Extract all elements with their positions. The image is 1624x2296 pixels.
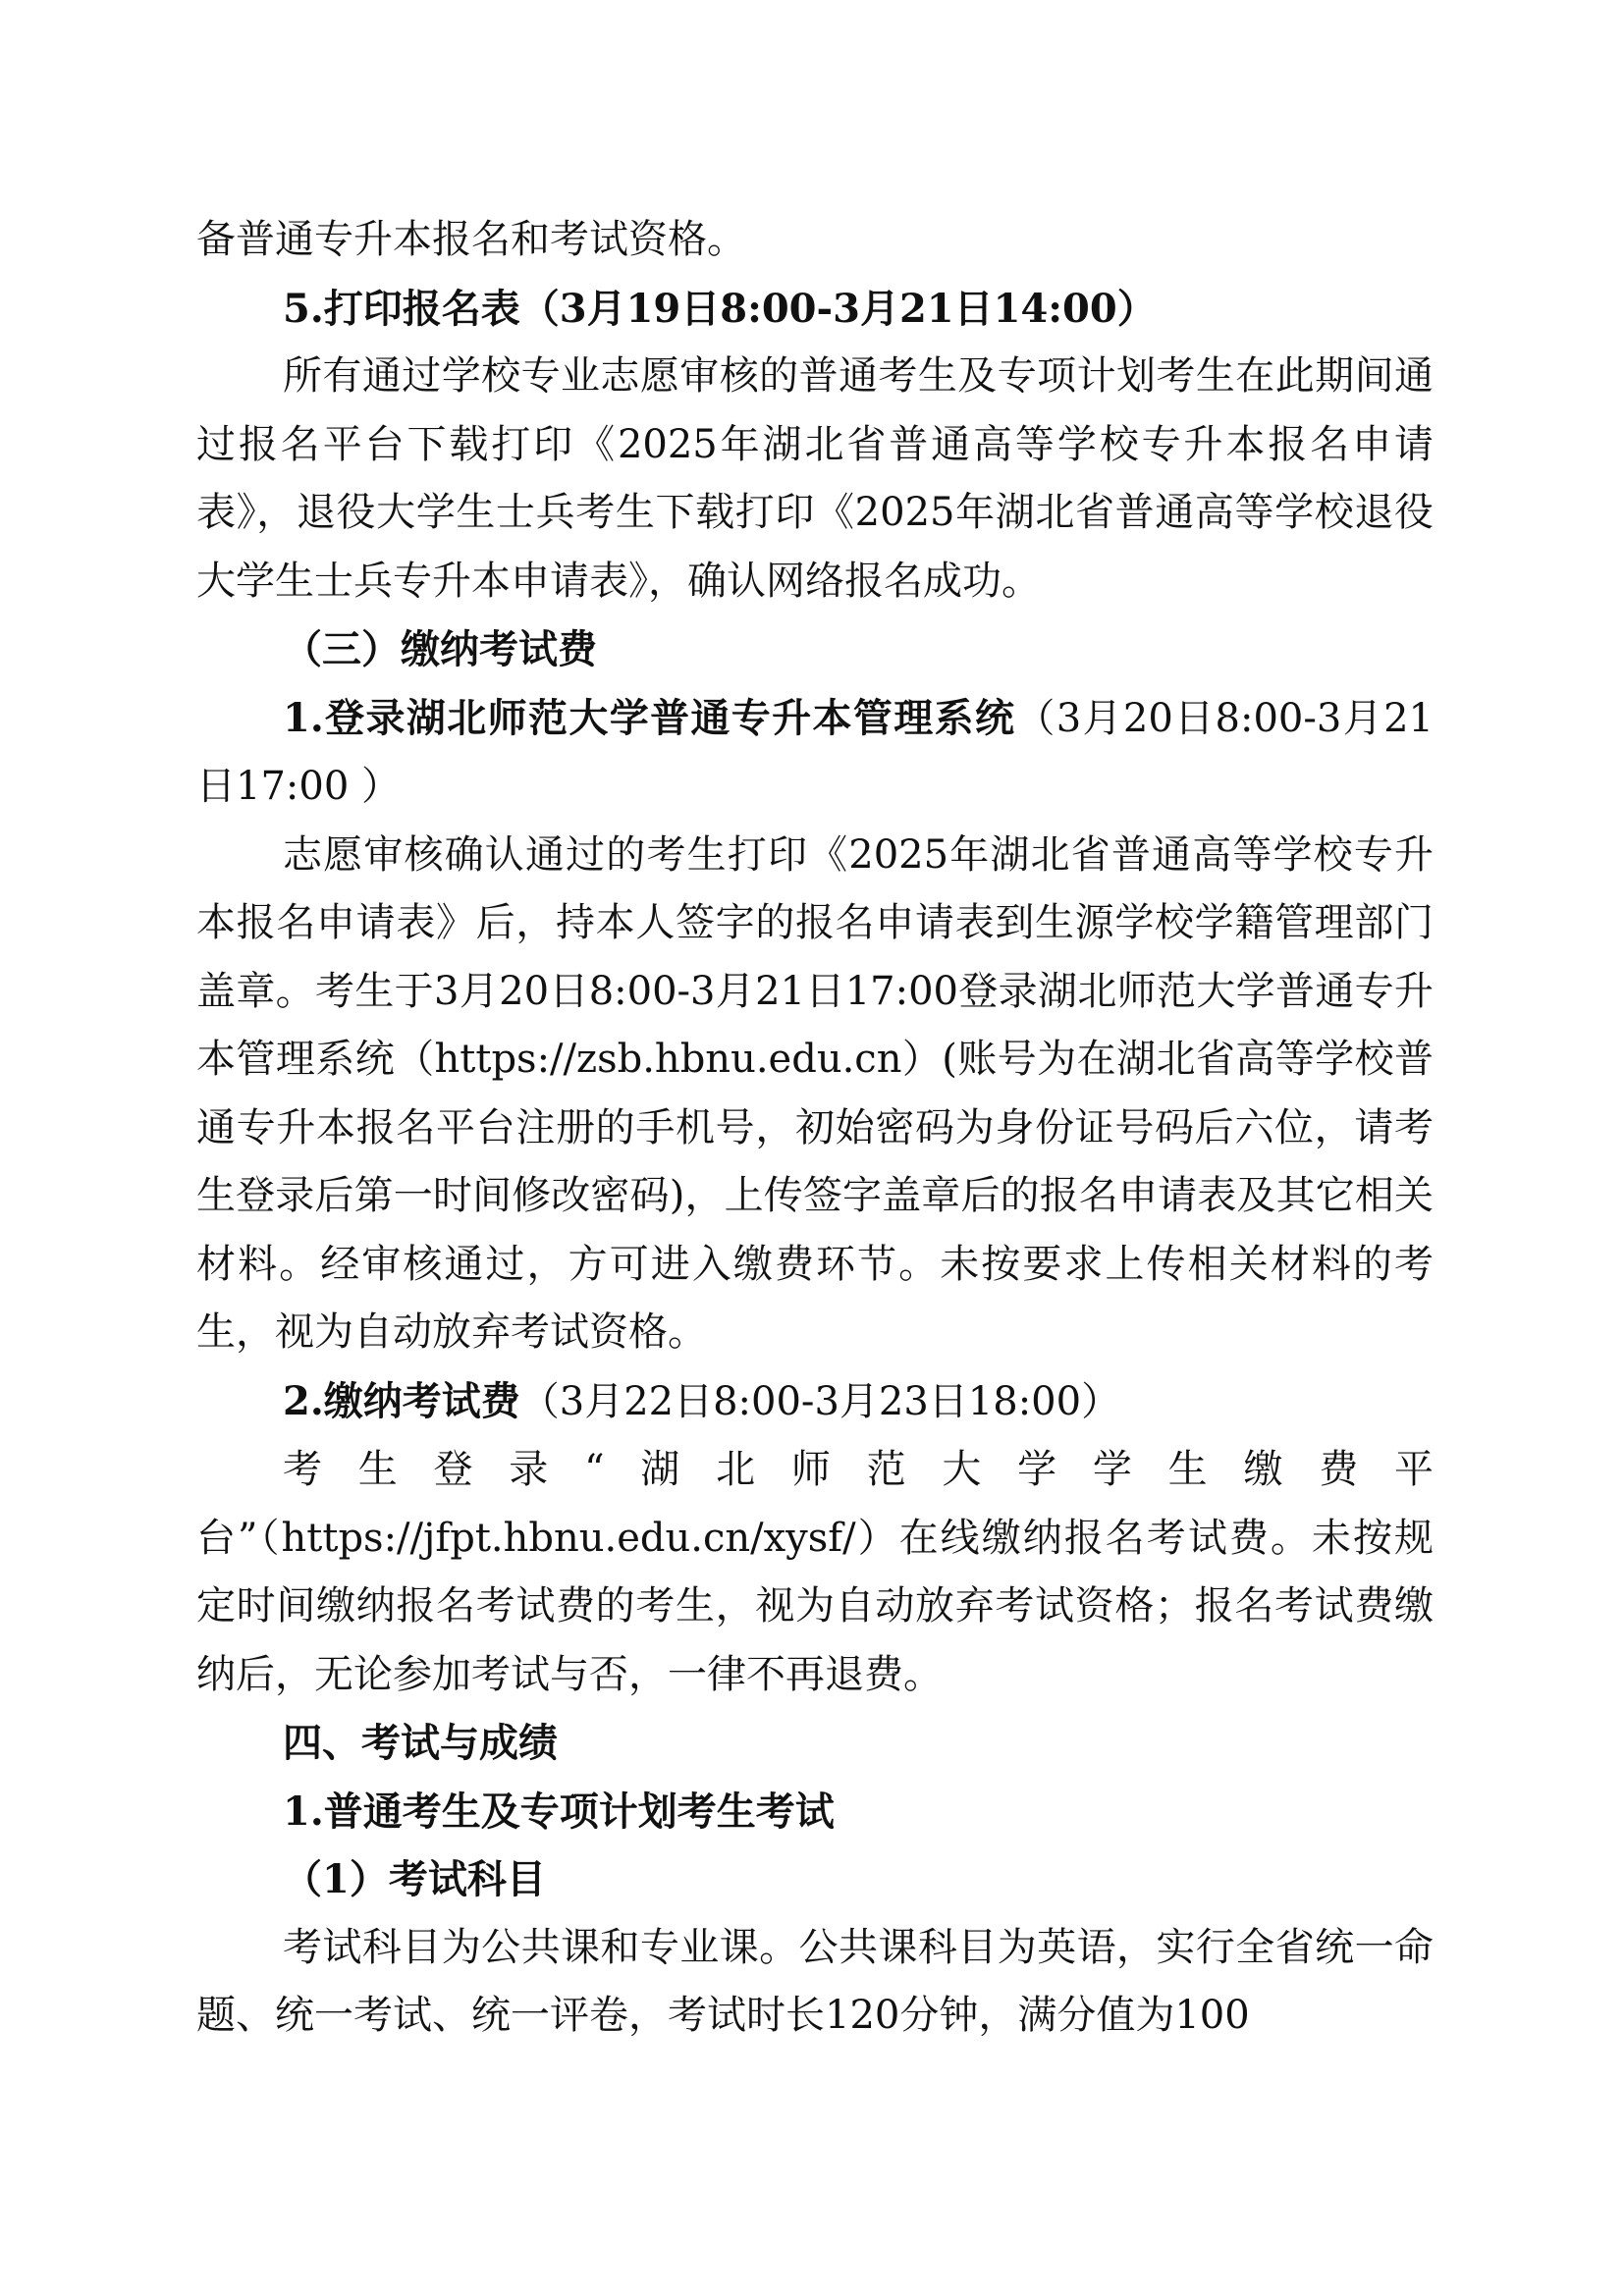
heading-exam-subjects: （1）考试科目 xyxy=(283,1856,546,1902)
paragraph-pay-fee: 考生登录“湖北师范大学学生缴费平台”（https://jfpt.hbnu.edu.cn/xysf/）在线缴纳报名考试费。未按规定时间缴纳报名考试费的考生，视为自动放弃考试资格；报名考试费缴纳后，无论参加考试与否，一律不再退费。 xyxy=(196,1447,1434,1697)
heading-exam-and-scores: 四、考试与成绩 xyxy=(283,1720,558,1766)
heading-print-form: 5.打印报名表（3月19日8:00-3月21日14:00） xyxy=(283,285,1157,332)
heading-login-system-date: （3月20日8:00-3月21日17:00 ） xyxy=(196,695,1434,809)
heading-pay-exam-fee: （三）缴纳考试费 xyxy=(283,626,597,672)
paragraph-exam-subjects: 考试科目为公共课和专业课。公共课科目为英语，实行全省统一命题、统一考试、统一评卷，考试时长120分钟，满分值为100 xyxy=(196,1924,1434,2038)
paragraph-login-system: 志愿审核确认通过的考生打印《2025年湖北省普通高等学校专升本报名申请表》后，持本人签字的报名申请表到生源学校学籍管理部门盖章。考生于3月20日8:00-3月21日17:00登录湖北师范大学普通专升本管理系统（https://zsb.hbnu.edu.cn）(账号为在湖北省高等学校普通专升本报名平台注册的手机号，初始密码为身份证号码后六位，请考生登录后第一时间修改密码)，上传签字盖章后的报名申请表及其它相关材料。经审核通过，方可进入缴费环节。未按要求上传相关材料的考生，视为自动放弃考试资格。 xyxy=(196,831,1434,1355)
document-body xyxy=(196,206,1434,2051)
heading-login-system xyxy=(196,684,1434,822)
heading-pay-fee-bold: 2.缴纳考试费 xyxy=(283,1377,520,1424)
heading-pay-fee xyxy=(196,1367,1434,1437)
paragraph-continuation: 备普通专升本报名和考试资格。 xyxy=(196,217,746,262)
heading-regular-exam: 1.普通考生及专项计划考生考试 xyxy=(283,1788,835,1835)
heading-pay-fee-date: （3月22日8:00-3月23日18:00） xyxy=(519,1378,1121,1424)
paragraph-print-form: 所有通过学校专业志愿审核的普通考生及专项计划考生在此期间通过报名平台下载打印《2025年湖北省普通高等学校专升本报名申请表》，退役大学生士兵考生下载打印《2025年湖北省普通高等学校退役大学生士兵专升本申请表》，确认网络报名成功。 xyxy=(196,353,1434,604)
heading-login-system-bold: 1.登录湖北师范大学普通专升本管理系统 xyxy=(283,694,1016,741)
